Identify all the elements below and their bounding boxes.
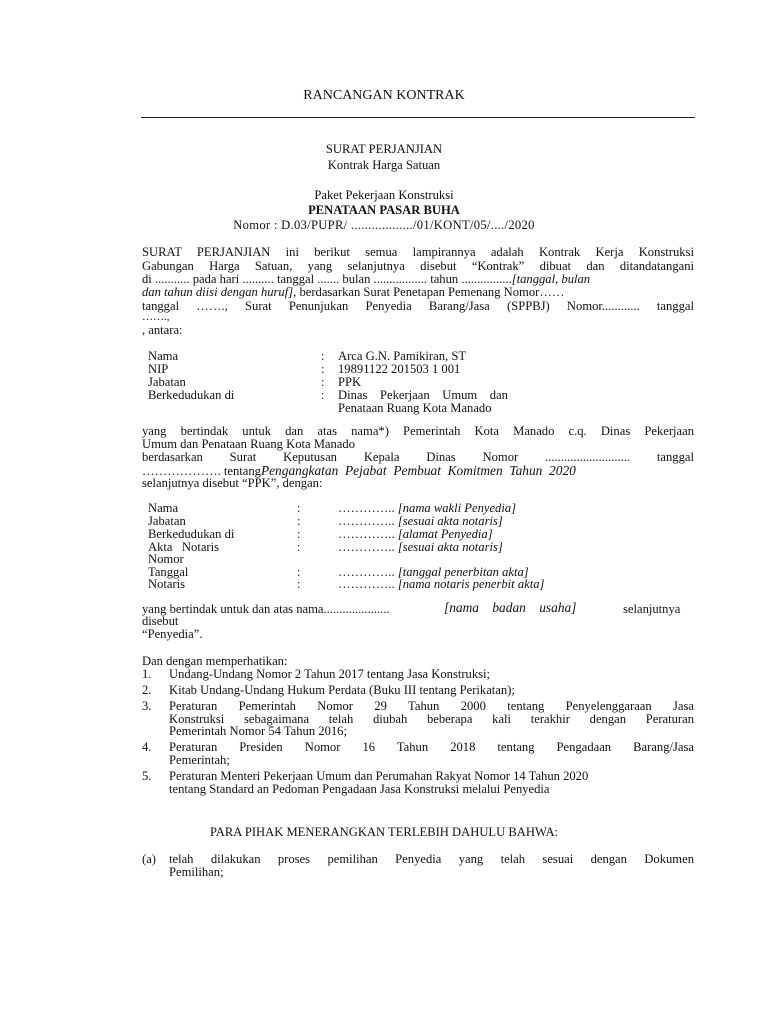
party-one-value: Dinas Pekerjaan Umum dan — [338, 388, 508, 402]
list-number: 4. — [142, 740, 152, 754]
party-two-para-2: disebut — [142, 614, 179, 628]
party-one-para-5: selanjutnya disebut “PPK”, dengan: — [142, 476, 323, 490]
contract-number: Nomor : D.03/PUPR/ ................../01/KONT/05/..../2020 — [233, 218, 535, 232]
party-two-label-cont: Nomor — [148, 552, 184, 566]
party-two-label: Akta Notaris — [148, 540, 219, 554]
list-item: Kitab Undang-Undang Hukum Perdata (Buku III tentang Perikatan); — [169, 683, 515, 697]
party-two-sep: : — [297, 565, 301, 579]
considering-intro: Dan dengan memperhatikan: — [142, 654, 288, 668]
agreement-title: SURAT PERJANJIAN — [325, 142, 443, 156]
clause-label: (a) — [142, 852, 156, 866]
package-name: PENATAAN PASAR BUHA — [308, 203, 460, 217]
list-item-cont: Konstruksi sebagaimana telah diubah beberapa kali terakhir dengan Peraturan — [169, 712, 694, 726]
list-number: 2. — [142, 683, 152, 697]
list-number: 3. — [142, 699, 152, 713]
clause-text: telah dilakukan proses pemilihan Penyedia yang telah sesuai dengan Dokumen — [169, 852, 694, 866]
list-item-cont: Pemerintah; — [169, 753, 230, 767]
party-one-label: Jabatan — [148, 375, 186, 389]
party-two-para-3: “Penyedia”. — [142, 627, 203, 641]
intro-line-1: SURAT PERJANJIAN ini berikut semua lampirannya adalah Kontrak Kerja Konstruksi — [142, 245, 694, 259]
list-item: Undang-Undang Nomor 2 Tahun 2017 tentang Jasa Konstruksi; — [169, 667, 491, 681]
party-one-sep: : — [321, 388, 325, 402]
party-two-placeholder: [alamat Penyedia] — [397, 527, 493, 541]
party-two-label: Jabatan — [148, 514, 186, 528]
list-item: Peraturan Pemerintah Nomor 29 Tahun 2000 tentang Penyelenggaraan Jasa — [169, 699, 694, 713]
party-two-para-1b: [nama badan usaha] — [444, 600, 577, 615]
party-one-value: Arca G.N. Pamikiran, ST — [338, 349, 467, 363]
party-one-para-1: yang bertindak untuk dan atas nama*) Pemerintah Kota Manado c.q. Dinas Pekerjaan — [142, 424, 694, 438]
party-one-para-4-text: ………………. tentang — [142, 464, 261, 478]
party-one-value: PPK — [338, 375, 362, 389]
intro-line-6: ……., — [142, 311, 170, 323]
party-two-dots: ………….. — [338, 577, 395, 591]
intro-line-7: , antara: — [142, 323, 183, 337]
intro-line-3-placeholder: [tanggal, bulan — [511, 272, 591, 286]
party-one-label: NIP — [148, 362, 169, 376]
party-two-dots: ………….. — [338, 540, 395, 554]
list-item: Peraturan Presiden Nomor 16 Tahun 2018 tentang Pengadaan Barang/Jasa — [169, 740, 694, 754]
intro-line-2: Gabungan Harga Satuan, yang selanjutnya disebut “Kontrak” dibuat dan ditandatangani — [142, 259, 694, 273]
list-number: 5. — [142, 769, 152, 783]
party-two-placeholder: [sesuai akta notaris] — [397, 540, 503, 554]
list-item: Peraturan Menteri Pekerjaan Umum dan Perumahan Rakyat Nomor 14 Tahun 2020 — [169, 769, 589, 783]
party-two-sep: : — [297, 577, 301, 591]
party-two-para-1a: yang bertindak untuk dan atas nama..................... — [142, 602, 390, 616]
party-two-dots: ………….. — [338, 501, 395, 515]
party-two-placeholder: [nama notaris penerbit akta] — [397, 577, 545, 591]
party-two-label: Berkedudukan di — [148, 527, 235, 541]
party-two-dots: ………….. — [338, 527, 395, 541]
party-two-sep: : — [297, 540, 301, 554]
party-one-para-3: berdasarkan Surat Keputusan Kepala Dinas Nomor ........................... tanggal — [142, 450, 694, 464]
party-one-sep: : — [321, 362, 325, 376]
party-two-sep: : — [297, 527, 301, 541]
party-two-label: Tanggal — [148, 565, 189, 579]
intro-line-4-text: , berdasarkan Surat Penetapan Pemenang Nomor…… — [293, 285, 565, 299]
list-number: 1. — [142, 667, 152, 681]
party-two-dots: ………….. — [338, 565, 395, 579]
list-item-cont: tentang Standard an Pedoman Pengadaan Jasa Konstruksi melalui Penyedia — [169, 782, 550, 796]
party-one-value: 19891122 201503 1 001 — [338, 362, 461, 376]
package-type: Paket Pekerjaan Konstruksi — [314, 188, 454, 202]
party-two-dots: ………….. — [338, 514, 395, 528]
party-two-para-1c: selanjutnya — [623, 602, 681, 616]
party-one-label: Nama — [148, 349, 179, 363]
party-two-placeholder: [nama wakli Penyedia] — [397, 501, 517, 515]
party-one-label: Berkedudukan di — [148, 388, 235, 402]
clause-text-cont: Pemilihan; — [169, 865, 224, 879]
party-two-value — [338, 578, 544, 591]
intro-line-3-text: di ........... pada hari .......... tanggal ....... bulan ................. tahun ................ — [142, 272, 512, 286]
header-divider — [141, 117, 695, 118]
parties-statement-heading: PARA PIHAK MENERANGKAN TERLEBIH DAHULU BAHWA: — [209, 825, 559, 839]
party-one-sep: : — [321, 349, 325, 363]
intro-line-5: tanggal ……., Surat Penunjukan Penyedia Barang/Jasa (SPPBJ) Nomor............ tanggal — [142, 299, 694, 313]
party-two-sep: : — [297, 501, 301, 515]
party-two-placeholder: [sesuai akta notaris] — [397, 514, 503, 528]
party-two-label: Notaris — [148, 577, 186, 591]
party-two-label: Nama — [148, 501, 179, 515]
list-item-cont: Pemerintah Nomor 54 Tahun 2016; — [169, 724, 347, 738]
contract-type: Kontrak Harga Satuan — [327, 158, 441, 172]
party-two-placeholder: [tanggal penerbitan akta] — [397, 565, 529, 579]
intro-line-4 — [142, 286, 565, 299]
document-header-title: RANCANGAN KONTRAK — [303, 88, 465, 103]
party-one-value-cont: Penataan Ruang Kota Manado — [338, 401, 492, 415]
party-one-para-2: Umum dan Penataan Ruang Kota Manado — [142, 437, 355, 451]
party-one-para-4-placeholder: Pengangkatan Pejabat Pembuat Komitmen Tahun 2020 — [260, 463, 576, 478]
party-two-sep: : — [297, 514, 301, 528]
party-one-sep: : — [321, 375, 325, 389]
party-two-value — [338, 541, 503, 554]
intro-line-4-placeholder: dan tahun diisi dengan huruf] — [142, 285, 294, 299]
